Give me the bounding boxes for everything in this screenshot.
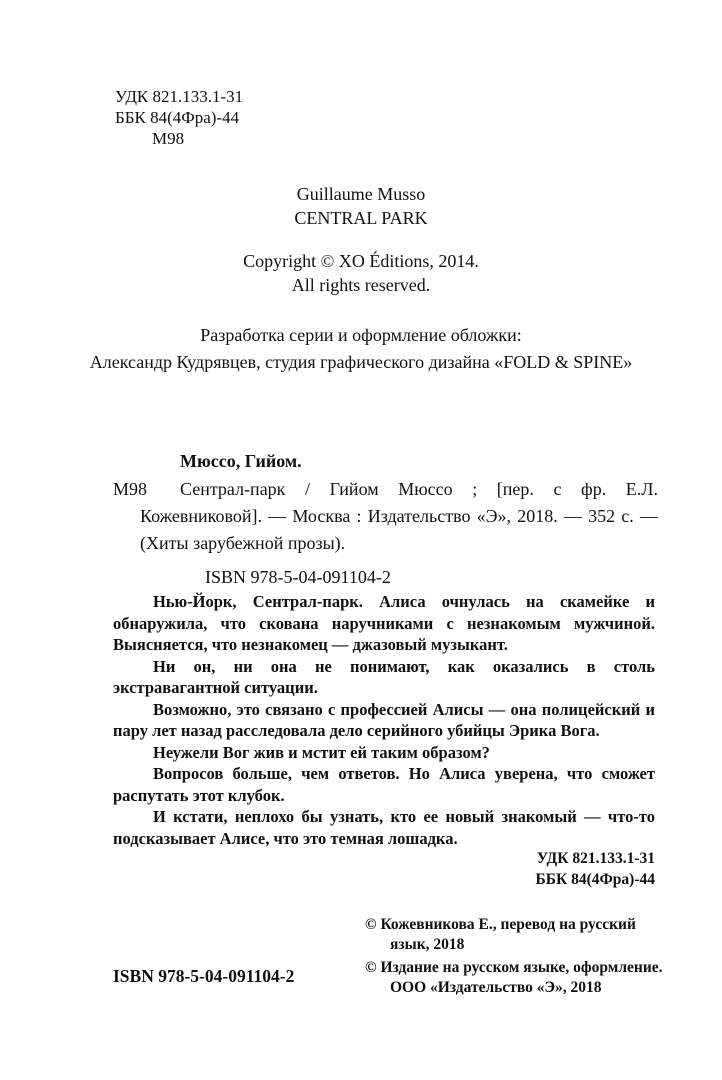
original-author: Guillaume Musso: [296, 184, 426, 204]
annotation-paragraph: Нью-Йорк, Сентрал-парк. Алиса очнулась на скамейке и обнаружила, что скована наручниками с незнакомым мужчиной. Выясняется, что незнакомец — джазовый музыкант.: [113, 592, 655, 654]
credit-line: © Издание на русском языке, оформление. ООО «Издательство «Э», 2018: [365, 959, 663, 996]
original-title-block: [0, 182, 722, 230]
isbn-entry: ISBN 978-5-04-091104-2: [205, 567, 391, 587]
udk-code-top: УДК 821.133.1-31: [115, 87, 244, 106]
bbk-code-bottom: ББК 84(4Фра)-44: [535, 871, 655, 888]
annotation-block: [113, 591, 655, 849]
classification-codes-bottom: [535, 848, 655, 890]
annotation-paragraph: Неужели Вог жив и мстит ей таким образом?: [153, 742, 490, 762]
catalog-entry: [113, 448, 658, 591]
author-sign-entry: М98: [113, 479, 148, 499]
annotation-paragraph: Возможно, это связано с профессией Алисы — она полицейский и пару лет назад расследовала дело серийного убийцы Эрика Вога.: [113, 699, 655, 740]
bbk-code-top: ББК 84(4Фра)-44: [115, 108, 240, 127]
copyright-credits-block: [365, 915, 663, 1001]
design-credit-names: Александр Кудрявцев, студия графического дизайна «FOLD & SPINE»: [89, 352, 633, 372]
rights-line: All rights reserved.: [291, 275, 431, 295]
udk-code-bottom: УДК 821.133.1-31: [536, 850, 655, 867]
credit-line: © Кожевникова Е., перевод на русский язык, 2018: [365, 916, 636, 953]
copyright-line: Copyright © XO Éditions, 2014.: [243, 251, 479, 271]
copyright-notice-block: [0, 249, 722, 297]
bibliographic-record: [113, 476, 658, 557]
annotation-paragraph: И кстати, неплохо бы узнать, кто ее новый знакомый — что-то подсказывает Алисе, что это темная лошадка.: [113, 807, 655, 848]
design-credit-block: [0, 322, 722, 376]
annotation-paragraph: Вопросов больше, чем ответов. Но Алиса уверена, что сможет распутать этот клубок.: [113, 764, 655, 805]
original-title: CENTRAL PARK: [294, 208, 428, 228]
isbn-bottom: ISBN 978-5-04-091104-2: [113, 966, 295, 986]
design-credit-heading: Разработка серии и оформление обложки:: [200, 325, 522, 345]
classification-codes-top: [115, 86, 243, 149]
catalog-author: Мюссо, Гийом.: [180, 451, 302, 471]
bibliographic-text: Сентрал-парк / Гийом Мюссо ; [пер. с фр. Е.Л. Кожевниковой]. — Москва : Издательство «Э», 2018. — 352 с. — (Хиты зарубежной прозы).: [140, 479, 658, 553]
annotation-paragraph: Ни он, ни она не понимают, как оказались в столь экстравагантной ситуации.: [113, 656, 655, 697]
author-sign-top: М98: [152, 129, 185, 148]
